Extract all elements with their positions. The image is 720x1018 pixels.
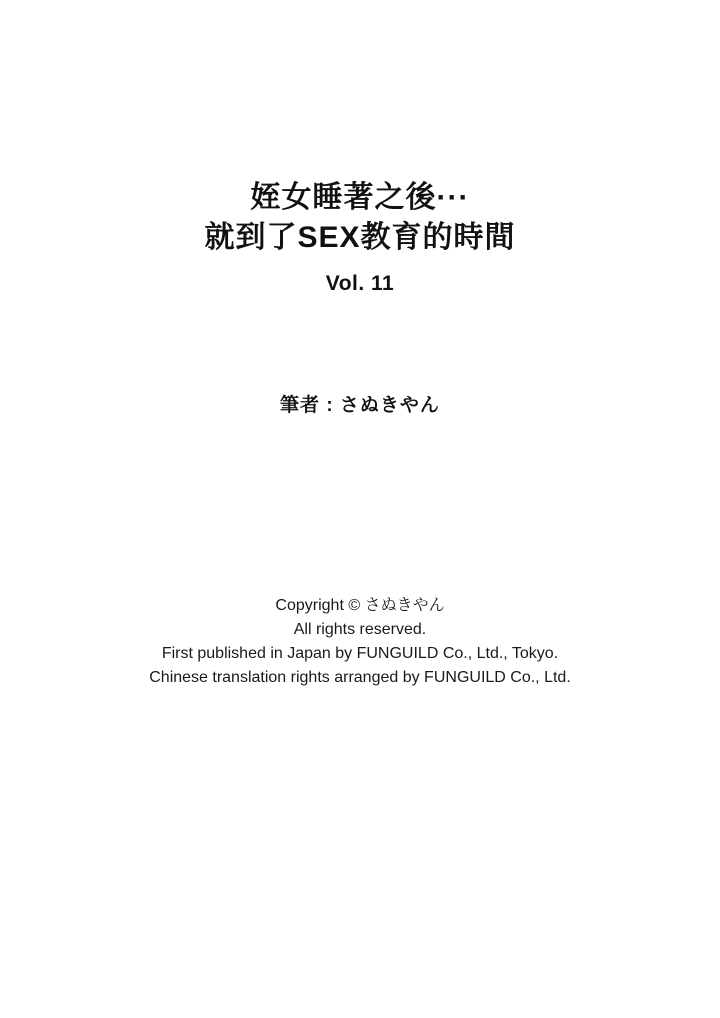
copyright-line-4: Chinese translation rights arranged by FUNGUILD Co., Ltd.	[149, 669, 571, 686]
copyright-line-3: First published in Japan by FUNGUILD Co., Ltd., Tokyo.	[161, 645, 559, 662]
copyright-block	[0, 594, 720, 690]
volume-label: Vol. 11	[325, 272, 395, 295]
copyright-line-2: All rights reserved.	[293, 621, 427, 638]
copyright-line-1: Copyright © さぬきやん	[275, 597, 445, 614]
author-credit: 筆者 : さぬきやん	[280, 395, 440, 416]
page-title-line-1: 姪女睡著之後···	[250, 181, 470, 214]
title-block	[0, 178, 720, 296]
page-title-line-2: 就到了SEX教育的時間	[204, 221, 516, 254]
